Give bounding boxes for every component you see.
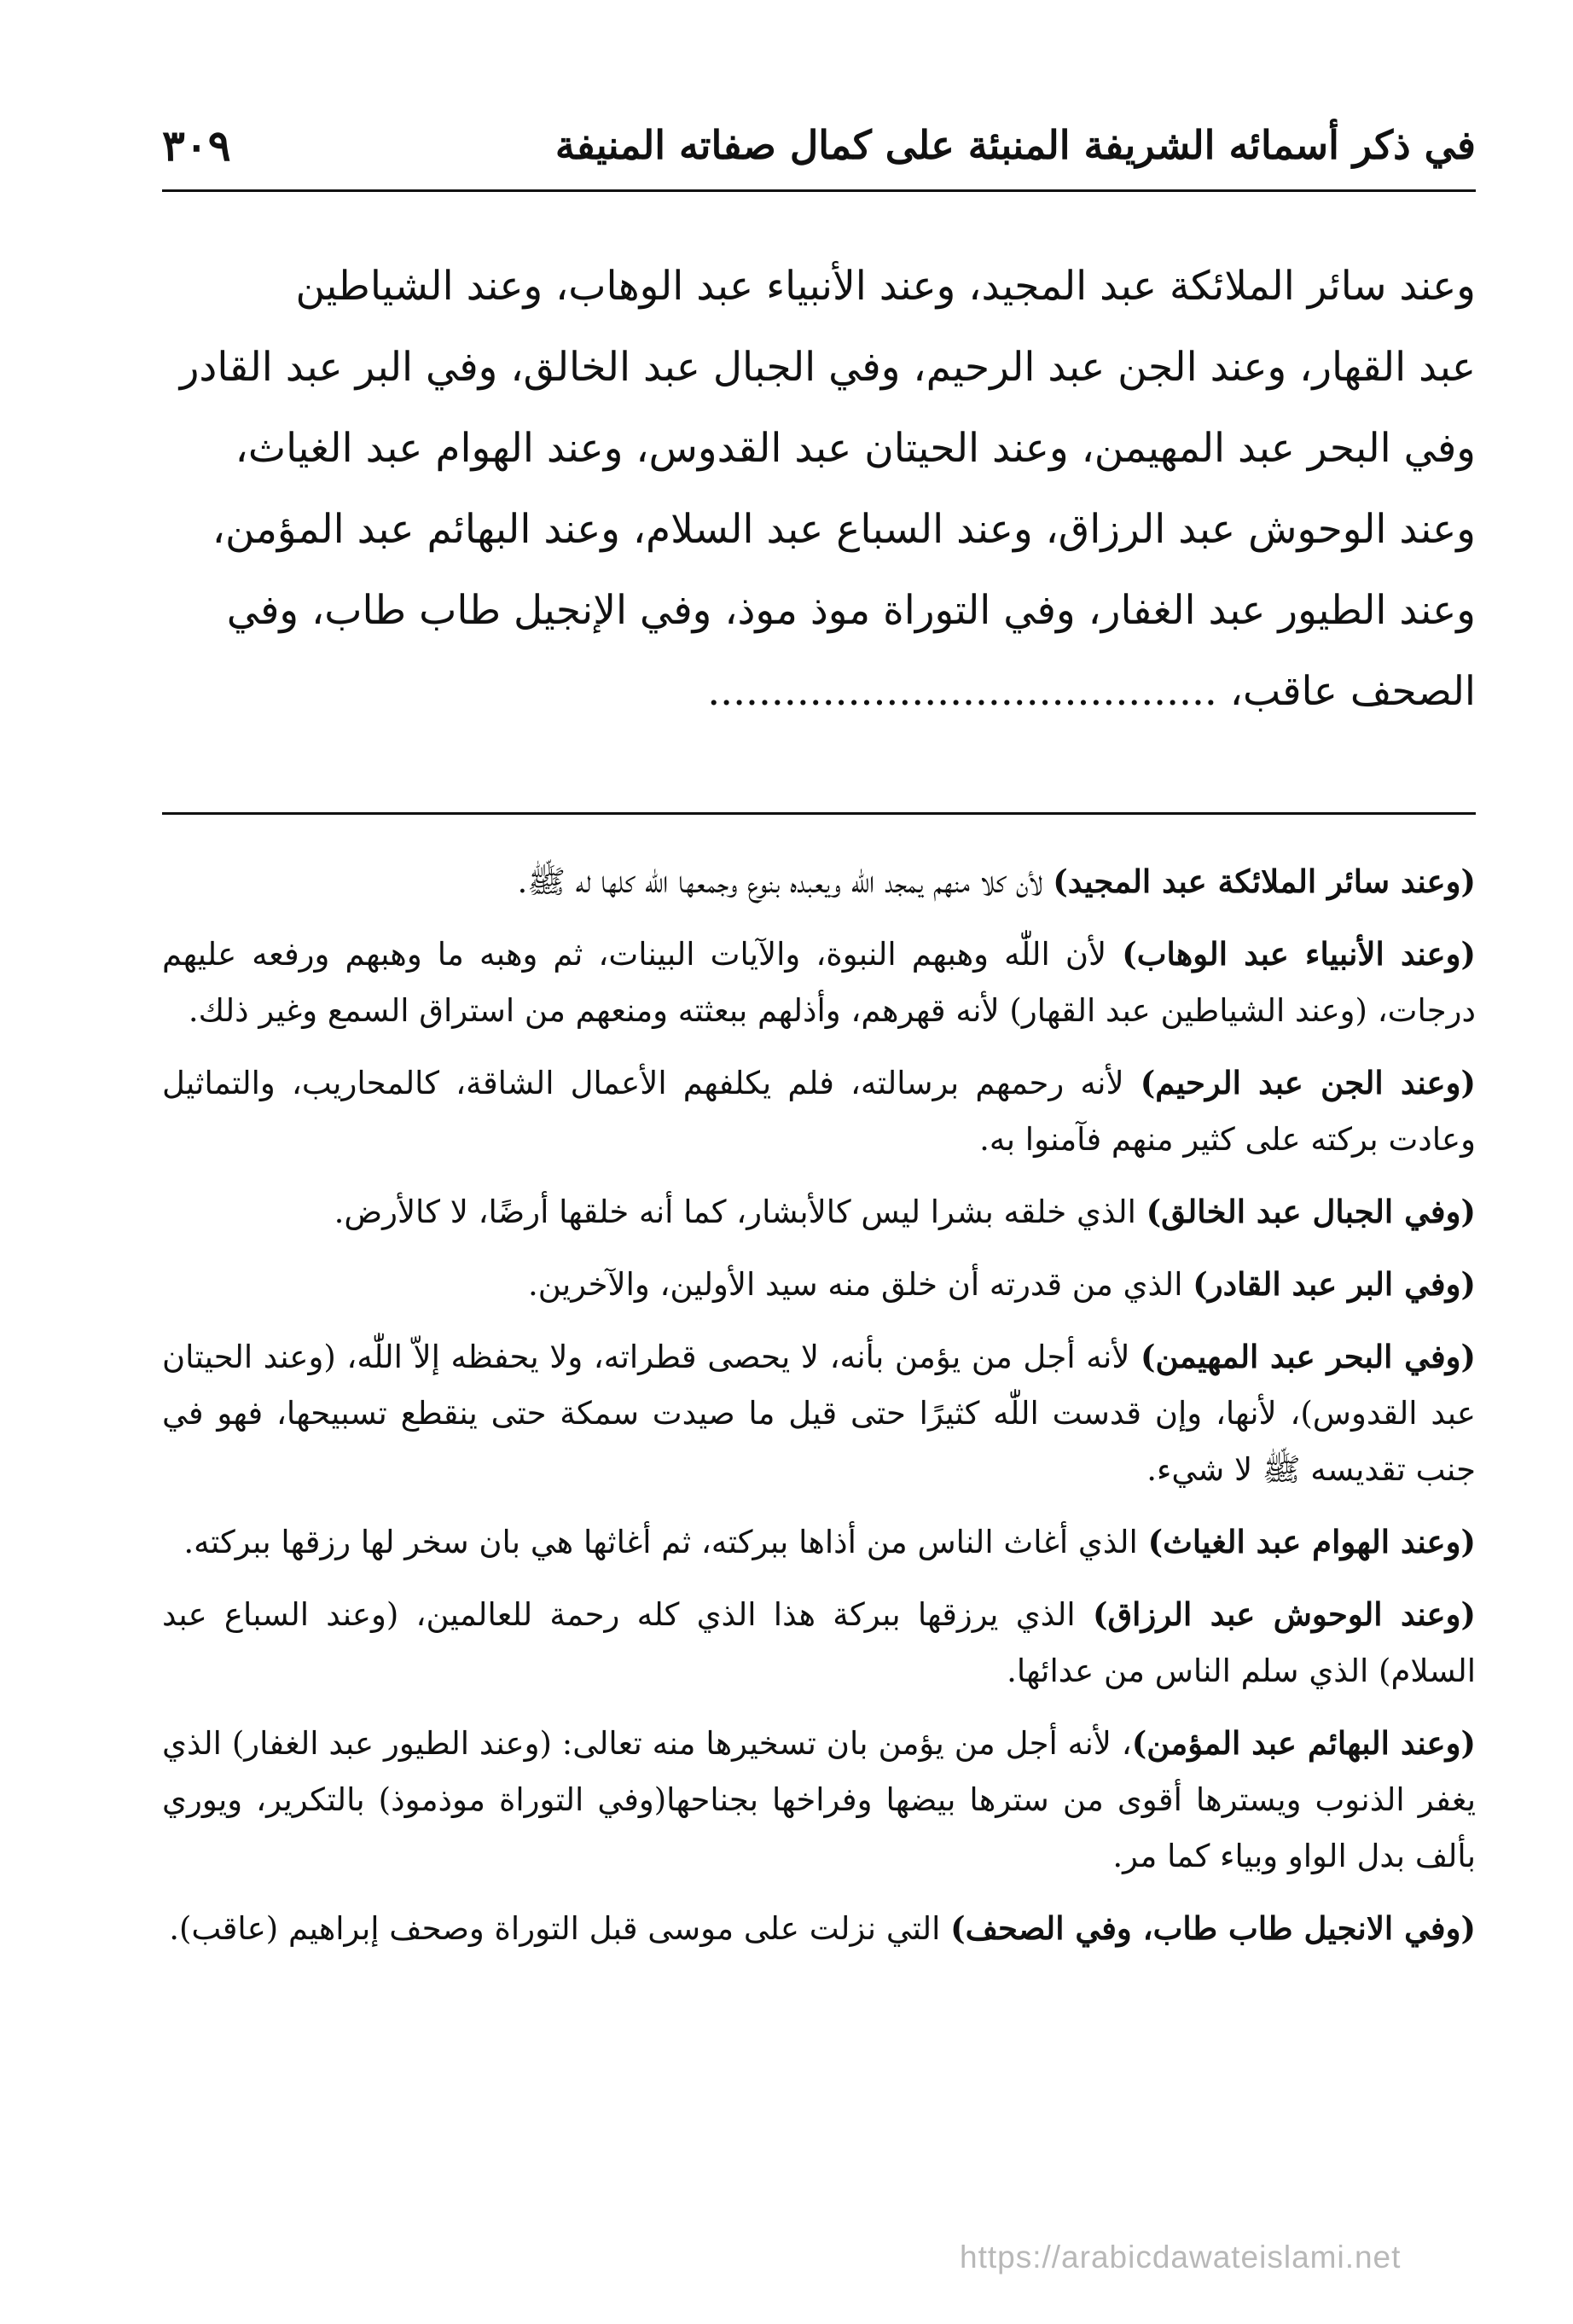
source-watermark: https://arabicdawateislami.net — [960, 2240, 1402, 2275]
commentary-paragraph — [162, 853, 1476, 910]
commentary-paragraph — [162, 1256, 1476, 1313]
commentary-heading: (وفي البر عبد القادر) — [1193, 1265, 1476, 1303]
main-text-line: وعند سائر الملائكة عبد المجيد، وعند الأنبياء عبد الوهاب، وعند الشياطين — [295, 263, 1476, 310]
commentary-heading: (وعند الهوام عبد الغياث) — [1147, 1523, 1476, 1560]
commentary-text: لأنه أجل من يؤمن بأنه، لا يحصى قطراته، ولا يحفظه إلاّ اللّٰه، (وعند الحيتان عبد القدوس)، لأنها، وإن قدست اللّٰه كثيرًا حتى قيل ما صيدت سمكة حتى ينقطع تسبيحها، فهو في جنب تقديسه ﷺ لا شيء. — [162, 1339, 1476, 1488]
commentary-paragraph — [162, 1586, 1476, 1699]
main-text-line: الصحف عاقب، ........................................ — [707, 668, 1476, 715]
commentary-text: لأنه رحمهم برسالته، فلم يكلفهم الأعمال الشاقة، كالمحاريب، والتماثيل وعادت بركته على كثير منهم فآمنوا به. — [162, 1065, 1476, 1158]
commentary-heading: (وعند الوحوش عبد الرزاق) — [1092, 1595, 1476, 1633]
header-divider — [162, 189, 1476, 192]
commentary-paragraph — [162, 926, 1476, 1039]
commentary-paragraph — [162, 1514, 1476, 1571]
commentary-text: الذي أغاث الناس من أذاها ببركته، ثم أغاثها هي بان سخر لها رزقها ببركته. — [183, 1524, 1148, 1560]
commentary-heading: (وفي الانجيل طاب طاب، وفي الصحف) — [950, 1909, 1476, 1947]
commentary-heading: (وعند الأنبياء عبد الوهاب) — [1122, 935, 1476, 973]
commentary-text: ، لأنه أجل من يؤمن بان تسخيرها منه تعالى: (وعند الطيور عبد الغفار) الذي يغفر الذنوب ويسترها أقوى من سترها بيضها وفراخها بجناحها(وفي التوراة موذموذ) بالتكرير، ويوري بألف بدل الواو وبياء كما مر. — [162, 1725, 1476, 1874]
commentary-paragraph — [162, 1183, 1476, 1240]
running-title: في ذكر أسمائه الشريفة المنبئة على كمال صفاته المنيفة — [554, 122, 1476, 168]
commentary-text: الذي خلقه بشرا ليس كالأبشار، كما أنه خلقها أرضًا، لا كالأرض. — [334, 1194, 1146, 1230]
main-text-line: وفي البحر عبد المهيمن، وعند الحيتان عبد القدوس، وعند الهوام عبد الغياث، — [235, 425, 1476, 472]
book-page — [162, 102, 1476, 2261]
main-text-line: وعند الوحوش عبد الرزاق، وعند السباع عبد السلام، وعند البهائم عبد المؤمن، — [212, 506, 1476, 553]
commentary-heading: (وعند البهائم عبد المؤمن) — [1131, 1724, 1476, 1762]
commentary-paragraph — [162, 1328, 1476, 1498]
commentary-heading: (وفي البحر عبد المهيمن) — [1141, 1338, 1477, 1375]
main-text — [162, 246, 1476, 732]
commentary-text: الذي يرزقها ببركة هذا الذي كله رحمة للعالمين، (وعند السباع عبد السلام) الذي سلم الناس من عدائها. — [162, 1596, 1476, 1689]
page-number: ٣٠٩ — [162, 119, 231, 171]
main-text-line: وعند الطيور عبد الغفار، وفي التوراة موذ موذ، وفي الإنجيل طاب طاب، وفي — [226, 587, 1476, 634]
commentary-paragraph — [162, 1055, 1476, 1168]
commentary-text: لأن اللّٰه وهبهم النبوة، والآيات البينات، ثم وهبه ما وهبهم ورفعه عليهم درجات، (وعند الشياطين عبد القهار) لأنه قهرهم، وأذلهم ببعثته ومنعهم من استراق السمع وغير ذلك. — [162, 936, 1476, 1029]
commentary — [162, 853, 1476, 1972]
commentary-paragraph — [162, 1715, 1476, 1885]
commentary-heading: (وعند سائر الملائكة عبد المجيد) — [1053, 863, 1476, 900]
section-divider — [162, 812, 1476, 815]
page-header — [162, 113, 1476, 177]
commentary-paragraph — [162, 1900, 1476, 1957]
commentary-text: لأن كلا منهم يمجد اللّٰه ويعبده بنوع وجمعها اللّٰه كلها له ﷺ. — [517, 863, 1054, 900]
commentary-heading: (وعند الجن عبد الرحيم) — [1140, 1064, 1476, 1101]
commentary-text: الذي من قدرته أن خلق منه سيد الأولين، والآخرين. — [527, 1266, 1193, 1303]
commentary-heading: (وفي الجبال عبد الخالق) — [1146, 1193, 1476, 1230]
commentary-text: التي نزلت على موسى قبل التوراة وصحف إبراهيم (عاقب). — [169, 1910, 951, 1947]
main-text-line: عبد القهار، وعند الجن عبد الرحيم، وفي الجبال عبد الخالق، وفي البر عبد القادر — [179, 344, 1476, 391]
